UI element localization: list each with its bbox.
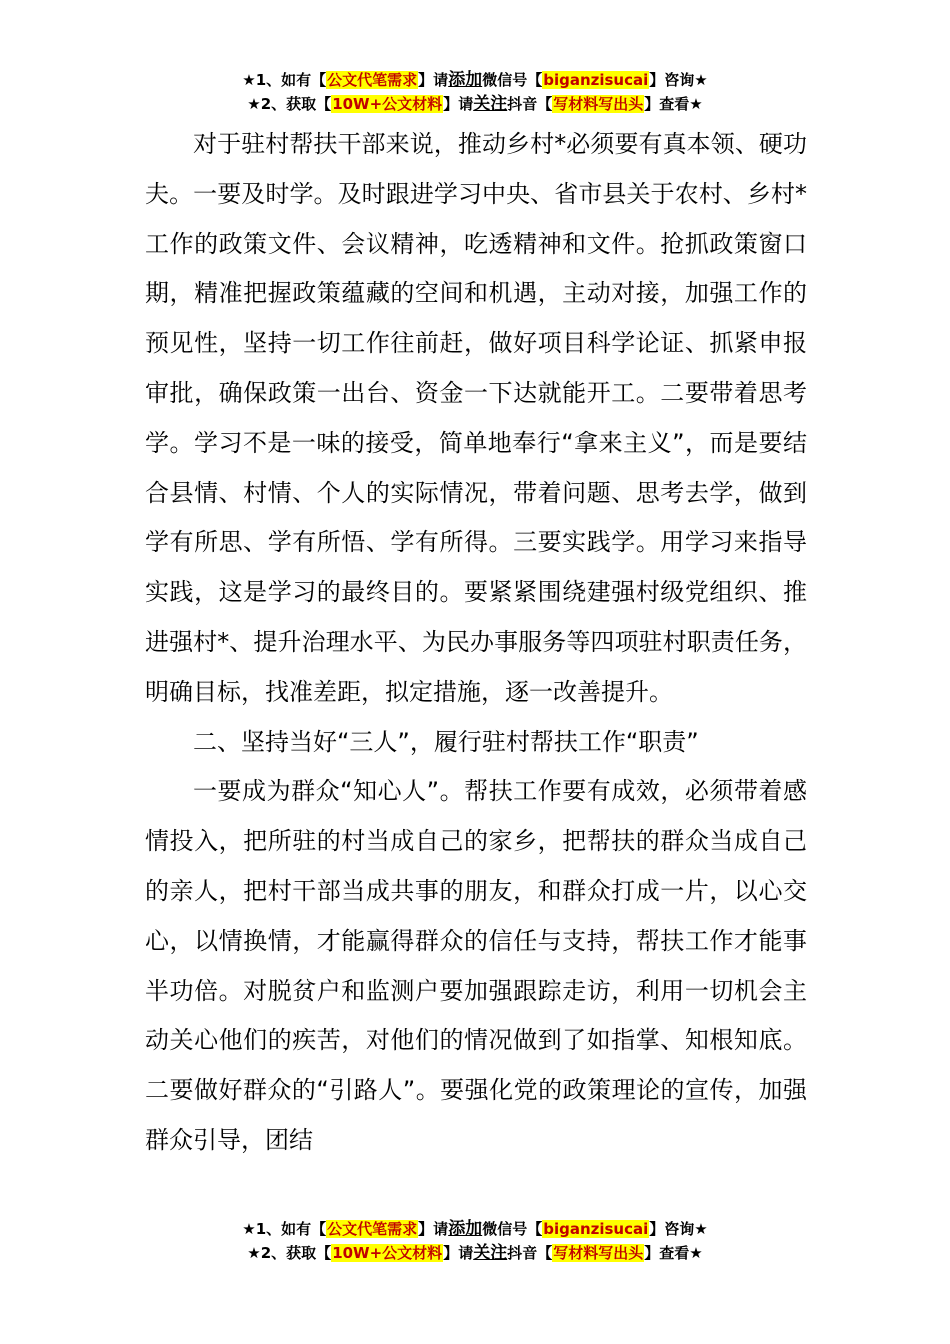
banner-text: 】请 [418, 1220, 449, 1238]
banner-emphasis: 添加 [448, 1219, 483, 1239]
banner-line-2 [0, 92, 950, 116]
banner-text: ★2、获取【 [247, 1244, 332, 1262]
banner-text: 抖音【 [507, 95, 553, 113]
banner-emphasis: 添加 [448, 70, 483, 90]
banner-text: 】咨询★ [649, 71, 708, 89]
banner-text: 】咨询★ [649, 1220, 708, 1238]
highlight-douyin: 写材料写出头 [553, 1244, 644, 1262]
header-banner [0, 68, 950, 116]
highlight-wechat-id: biganzisucai [543, 71, 649, 89]
highlight-douyin: 写材料写出头 [553, 95, 644, 113]
banner-line-1 [0, 1217, 950, 1241]
footer-banner [0, 1217, 950, 1265]
highlight-service: 公文代笔需求 [327, 1220, 418, 1238]
banner-text: 】查看★ [644, 95, 703, 113]
banner-text: ★1、如有【 [242, 71, 327, 89]
banner-text: 】请 [443, 1244, 474, 1262]
document-body [145, 120, 807, 1166]
banner-text: 】查看★ [644, 1244, 703, 1262]
banner-line-2 [0, 1241, 950, 1265]
highlight-materials: 10W+公文材料 [332, 1244, 443, 1262]
section-heading: 二、坚持当好“三人”，履行驻村帮扶工作“职责” [193, 727, 699, 756]
banner-text: 】请 [443, 95, 474, 113]
banner-text: 】请 [418, 71, 449, 89]
banner-text: ★2、获取【 [247, 95, 332, 113]
banner-text: 微信号【 [482, 1220, 543, 1238]
banner-text: 微信号【 [482, 71, 543, 89]
banner-text: ★1、如有【 [242, 1220, 327, 1238]
paragraph: 对于驻村帮扶干部来说，推动乡村*必须要有真本领、硬功夫。一要及时学。及时跟进学习中央、省市县关于农村、乡村*工作的政策文件、会议精神，吃透精神和文件。抢抓政策窗口期，精准把握政策蕴藏的空间和机遇，主动对接，加强工作的预见性，坚持一切工作往前赶，做好项目科学论证、抓紧申报审批，确保政策一出台、资金一下达就能开工。二要带着思考学。学习不是一味的接受，简单地奉行“拿来主义”，而是要结合县情、村情、个人的实际情况，带着问题、思考去学，做到学有所思、学有所悟、学有所得。三要实践学。用学习来指导实践，这是学习的最终目的。要紧紧围绕建强村级党组织、推进强村*、提升治理水平、为民办事服务等四项驻村职责任务，明确目标，找准差距，拟定措施，逐一改善提升。 [145, 130, 807, 706]
banner-text: 抖音【 [507, 1244, 553, 1262]
highlight-wechat-id: biganzisucai [543, 1220, 649, 1238]
banner-line-1 [0, 68, 950, 92]
highlight-materials: 10W+公文材料 [332, 95, 443, 113]
paragraph: 一要成为群众“知心人”。帮扶工作要有成效，必须带着感情投入，把所驻的村当成自己的家乡，把帮扶的群众当成自己的亲人，把村干部当成共事的朋友，和群众打成一片，以心交心，以情换情，才能赢得群众的信任与支持，帮扶工作才能事半功倍。对脱贫户和监测户要加强跟踪走访，利用一切机会主动关心他们的疾苦，对他们的情况做到了如指掌、知根知底。二要做好群众的“引路人”。要强化党的政策理论的宣传，加强群众引导，团结 [145, 777, 807, 1154]
banner-emphasis: 关注 [473, 1243, 508, 1263]
banner-emphasis: 关注 [473, 94, 508, 114]
highlight-service: 公文代笔需求 [327, 71, 418, 89]
